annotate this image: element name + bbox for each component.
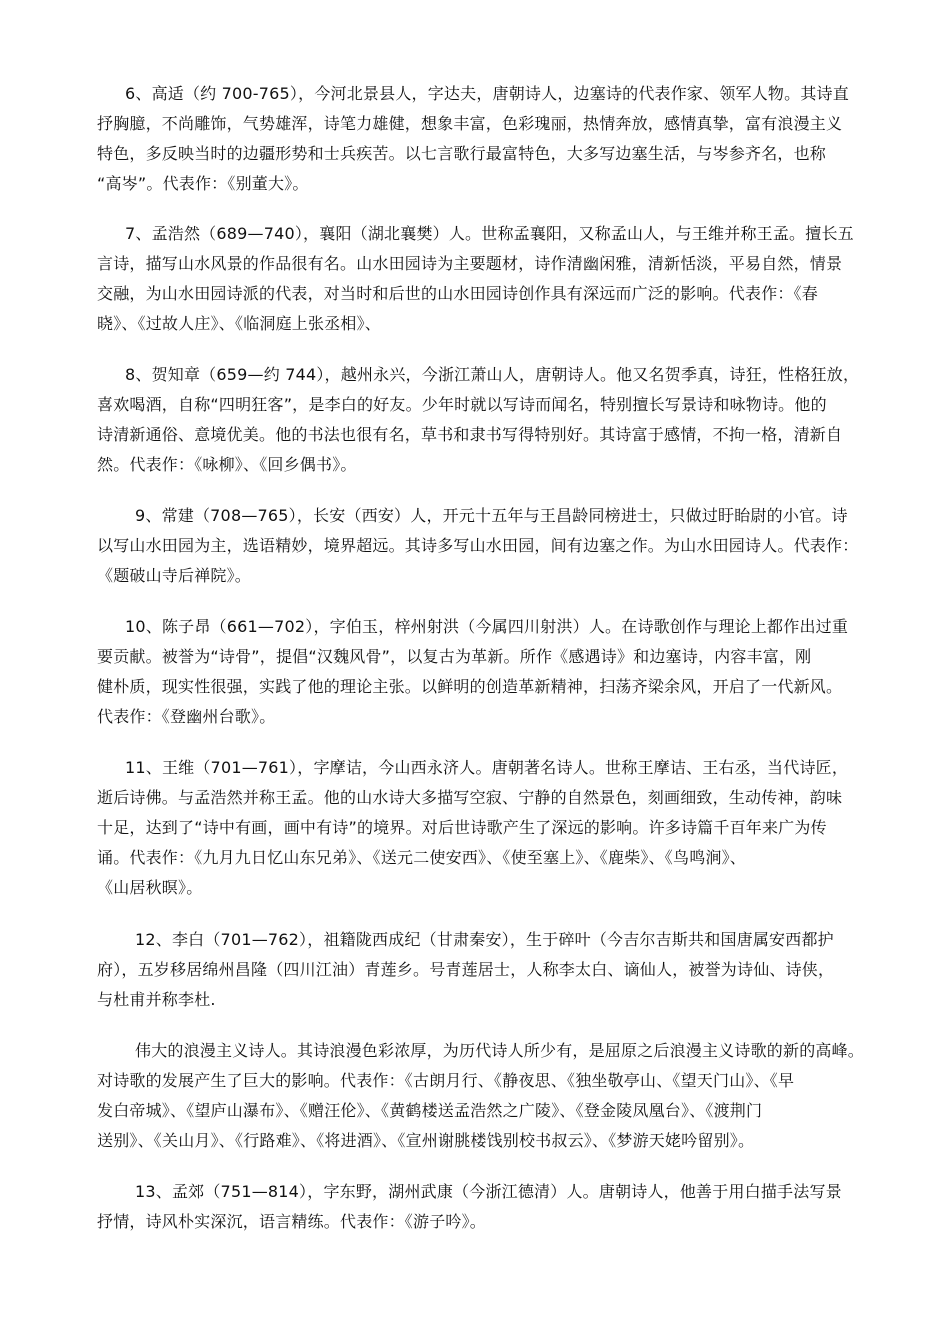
text-line: 抒情，诗风朴实深沉，语言精练。代表作：《游子吟》。: [97, 1212, 487, 1231]
text-line: 逝后诗佛。与孟浩然并称王孟。他的山水诗大多描写空寂、宁静的自然景色，刻画细致，生动传神，韵味: [97, 788, 843, 807]
text-line: 晓》、《过故人庄》、《临洞庭上张丞相》、: [97, 314, 382, 333]
text-line: 6、高适（约 700-765），今河北景县人，字达夫，唐朝诗人，边塞诗的代表作家、领军人物。其诗直: [125, 84, 849, 103]
text-line: 7、孟浩然（689—740），襄阳（湖北襄樊）人。世称孟襄阳，又称孟山人，与王维并称王孟。擅长五: [125, 224, 854, 243]
text-line: 发白帝城》、《望庐山瀑布》、《赠汪伦》、《黄鹤楼送孟浩然之广陵》、《登金陵凤凰台》、《渡荆门: [97, 1101, 763, 1120]
text-line: 12、李白（701—762），祖籍陇西成纪（甘肃秦安），生于碎叶（今吉尔吉斯共和国唐属安西都护: [135, 930, 834, 949]
text-line: 诵。代表作：《九月九日忆山东兄弟》、《送元二使安西》、《使至塞上》、《鹿柴》、《鸟鸣涧》、: [97, 848, 747, 867]
text-line: 《题破山寺后禅院》。: [97, 566, 252, 585]
text-line: 8、贺知章（659—约 744），越州永兴，今浙江萧山人，唐朝诗人。他又名贺季真，诗狂，性格狂放，: [125, 365, 860, 384]
text-line: 《山居秋暝》。: [97, 878, 203, 897]
text-line: 送别》、《关山月》、《行路难》、《将进酒》、《宣州谢朓楼饯别校书叔云》、《梦游天姥吟留别》。: [97, 1131, 755, 1150]
text-line: 健朴质，现实性很强，实践了他的理论主张。以鲜明的创造革新精神，扫荡齐梁余风，开启了一代新风。: [97, 677, 843, 696]
text-line: 10、陈子昂（661—702），字伯玉，梓州射洪（今属四川射洪）人。在诗歌创作与理论上都作出过重: [125, 617, 849, 636]
text-line: 抒胸臆，不尚雕饰，气势雄浑，诗笔力雄健，想象丰富，色彩瑰丽，热情奔放，感情真挚，富有浪漫主义: [97, 114, 843, 133]
text-line: 9、常建（708—765），长安（西安）人，开元十五年与王昌龄同榜进士，只做过盱眙尉的小官。诗: [135, 506, 848, 525]
text-line: 府），五岁移居绵州昌隆（四川江油）青莲乡。号青莲居士，人称李太白、谪仙人，被誉为诗仙、诗侠，: [97, 960, 835, 979]
text-line: 诗清新通俗、意境优美。他的书法也很有名，草书和隶书写得特别好。其诗富于感情，不拘一格，清新自: [97, 425, 843, 444]
text-line: 13、孟郊（751—814），字东野，湖州武康（今浙江德清）人。唐朝诗人，他善于用白描手法写景: [135, 1182, 842, 1201]
text-line: 喜欢喝酒，自称“四明狂客”，是李白的好友。少年时就以写诗而闻名，特别擅长写景诗和咏物诗。他的: [97, 395, 827, 414]
text-line: “高岑”。代表作：《别董大》。: [97, 174, 309, 193]
text-line: 要贡献。被誉为“诗骨”，提倡“汉魏风骨”，以复古为革新。所作《感遇诗》和边塞诗，内容丰富，刚: [97, 647, 812, 666]
text-line: 代表作：《登幽州台歌》。: [97, 707, 276, 726]
text-line: 伟大的浪漫主义诗人。其诗浪漫色彩浓厚，为历代诗人所少有，是屈原之后浪漫主义诗歌的新的高峰。: [135, 1041, 865, 1060]
text-line: 与杜甫并称李杜.: [97, 990, 216, 1009]
text-line: 交融，为山水田园诗派的代表，对当时和后世的山水田园诗创作具有深远而广泛的影响。代表作：《春: [97, 284, 819, 303]
text-line: 以写山水田园为主，选语精妙，境界超远。其诗多写山水田园，间有边塞之作。为山水田园诗人。代表作：: [97, 536, 859, 555]
text-line: 然。代表作：《咏柳》、《回乡偶书》。: [97, 455, 357, 474]
text-line: 言诗，描写山水风景的作品很有名。山水田园诗为主要题材，诗作清幽闲雅，清新恬淡，平易自然，情景: [97, 254, 843, 273]
text-line: 11、王维（701—761），字摩诘，今山西永济人。唐朝著名诗人。世称王摩诘、王右丞，当代诗匠，: [125, 758, 849, 777]
text-line: 对诗歌的发展产生了巨大的影响。代表作：《古朗月行、《静夜思、《独坐敬亭山、《望天门山》、《早: [97, 1071, 795, 1090]
text-line: 特色，多反映当时的边疆形势和士兵疾苦。以七言歌行最富特色，大多写边塞生活，与岑参齐名，也称: [97, 144, 827, 163]
text-line: 十足，达到了“诗中有画，画中有诗”的境界。对后世诗歌产生了深远的影响。许多诗篇千百年来广为传: [97, 818, 827, 837]
